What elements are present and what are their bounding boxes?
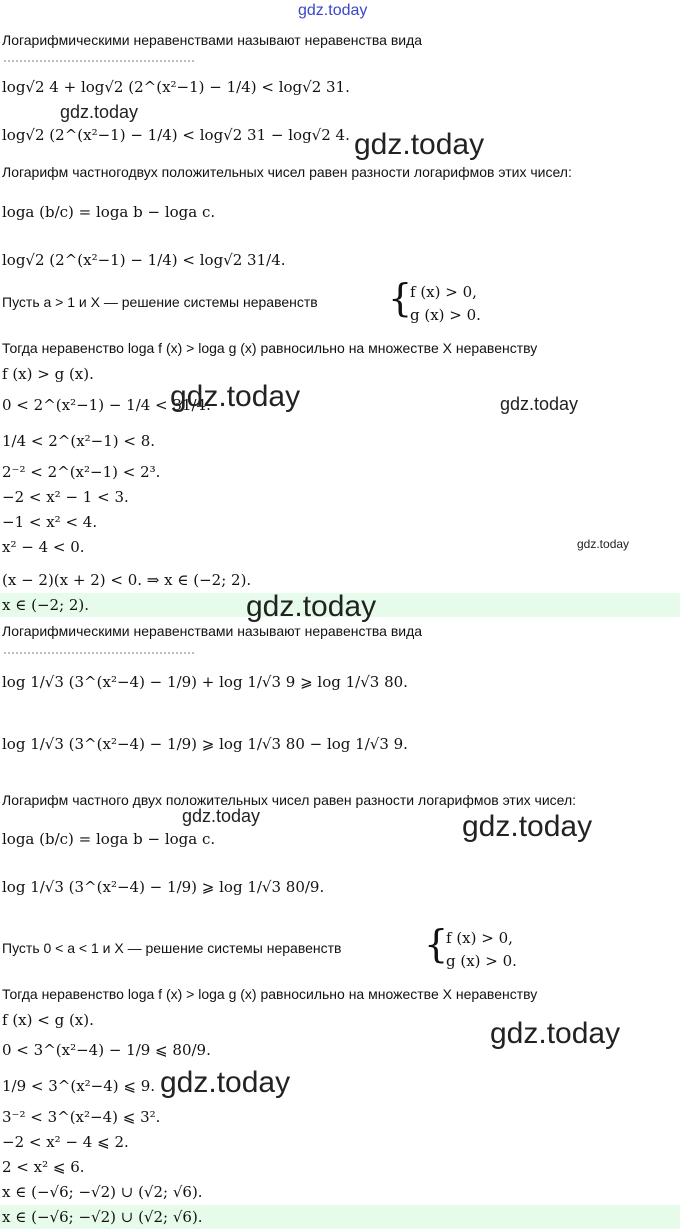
part2-line-11: x ∈ (−√6; −√2) ∪ (√2; √6). xyxy=(2,1183,203,1201)
part2-rule: Логарифм частного двух положительных чисел равен разности логарифмов этих чисел: xyxy=(2,792,577,808)
watermark: gdz.today xyxy=(182,806,261,826)
part2-line-2: log 1/√3 (3^(x²−4) − 1/9) ⩾ log 1/√3 80 − log 1/√3 9. xyxy=(2,735,408,753)
part2-system-1: f (x) > 0, xyxy=(446,929,513,947)
part1-line-9: −2 < x² − 1 < 3. xyxy=(2,488,129,506)
part1-intro: Логарифмическими неравенствами называют неравенства вида xyxy=(2,32,423,48)
part1-line-6: 0 < 2^(x²−1) − 1/4 < 31/4. xyxy=(2,396,211,414)
watermark: gdz.today xyxy=(354,128,485,161)
part1-line-1: log√2 4 + log√2 (2^(x²−1) − 1/4) < log√2 31. xyxy=(2,78,350,96)
part2-line-7: 1/9 < 3^(x²−4) ⩽ 9. xyxy=(2,1077,156,1095)
part1-line-11: x² − 4 < 0. xyxy=(2,538,85,556)
part2-line-10: 2 < x² ⩽ 6. xyxy=(2,1158,85,1176)
part1-line-8: 2⁻² < 2^(x²−1) < 2³. xyxy=(2,463,161,481)
part1-then: Тогда неравенство loga f (x) > loga g (x) равносильно на множестве X неравенству xyxy=(2,340,538,356)
part2-line-8: 3⁻² < 3^(x²−4) ⩽ 3². xyxy=(2,1108,161,1126)
watermark: gdz.today xyxy=(577,537,630,551)
part1-line-3: loga (b/c) = loga b − loga c. xyxy=(2,203,216,221)
watermark: gdz.today xyxy=(462,810,593,843)
part1-line-7: 1/4 < 2^(x²−1) < 8. xyxy=(2,432,156,450)
part2-faded-template xyxy=(4,652,194,657)
part1-rule: Логарифм частногодвух положительных чисел равен разности логарифмов этих чисел: xyxy=(2,164,572,180)
part2-line-9: −2 < x² − 4 ⩽ 2. xyxy=(2,1133,129,1151)
part2-system-2: g (x) > 0. xyxy=(446,952,517,970)
part2-line-6: 0 < 3^(x²−4) − 1/9 ⩽ 80/9. xyxy=(2,1041,211,1059)
part1-system-brace: { xyxy=(388,276,413,320)
part2-line-3: loga (b/c) = loga b − loga c. xyxy=(2,830,216,848)
part2-intro: Логарифмическими неравенствами называют неравенства вида xyxy=(2,623,423,639)
watermark: gdz.today xyxy=(246,590,377,623)
watermark: gdz.today xyxy=(160,1066,291,1099)
part1-system-2: g (x) > 0. xyxy=(410,306,481,324)
watermark: gdz.today xyxy=(170,380,301,413)
part1-line-2: log√2 (2^(x²−1) − 1/4) < log√2 31 − log√2 4. xyxy=(2,126,350,144)
part1-line-10: −1 < x² < 4. xyxy=(2,513,98,531)
part2-answer: x ∈ (−√6; −√2) ∪ (√2; √6). xyxy=(2,1208,203,1226)
part1-line-12: (x − 2)(x + 2) < 0. ⇒ x ∈ (−2; 2). xyxy=(2,571,252,589)
site-header-logo[interactable]: gdz.today xyxy=(298,2,368,19)
watermark: gdz.today xyxy=(490,1017,621,1050)
watermark: gdz.today xyxy=(500,394,579,414)
part2-line-1: log 1/√3 (3^(x²−4) − 1/9) + log 1/√3 9 ⩾ log 1/√3 80. xyxy=(2,673,408,691)
part1-faded-template xyxy=(4,60,194,65)
part2-system-brace: { xyxy=(424,922,449,966)
part2-condition: Пусть 0 < a < 1 и X — решение системы неравенств xyxy=(2,940,342,956)
part2-line-5: f (x) < g (x). xyxy=(2,1011,94,1029)
part2-line-4: log 1/√3 (3^(x²−4) − 1/9) ⩾ log 1/√3 80/9. xyxy=(2,878,325,896)
part1-answer: x ∈ (−2; 2). xyxy=(2,596,90,614)
part1-system-1: f (x) > 0, xyxy=(410,283,477,301)
part1-condition: Пусть a > 1 и X — решение системы неравенств xyxy=(2,294,318,310)
part1-line-4: log√2 (2^(x²−1) − 1/4) < log√2 31/4. xyxy=(2,251,286,269)
watermark: gdz.today xyxy=(60,102,139,122)
part1-line-5: f (x) > g (x). xyxy=(2,365,94,383)
part2-then: Тогда неравенство loga f (x) > loga g (x) равносильно на множестве X неравенству xyxy=(2,986,538,1002)
